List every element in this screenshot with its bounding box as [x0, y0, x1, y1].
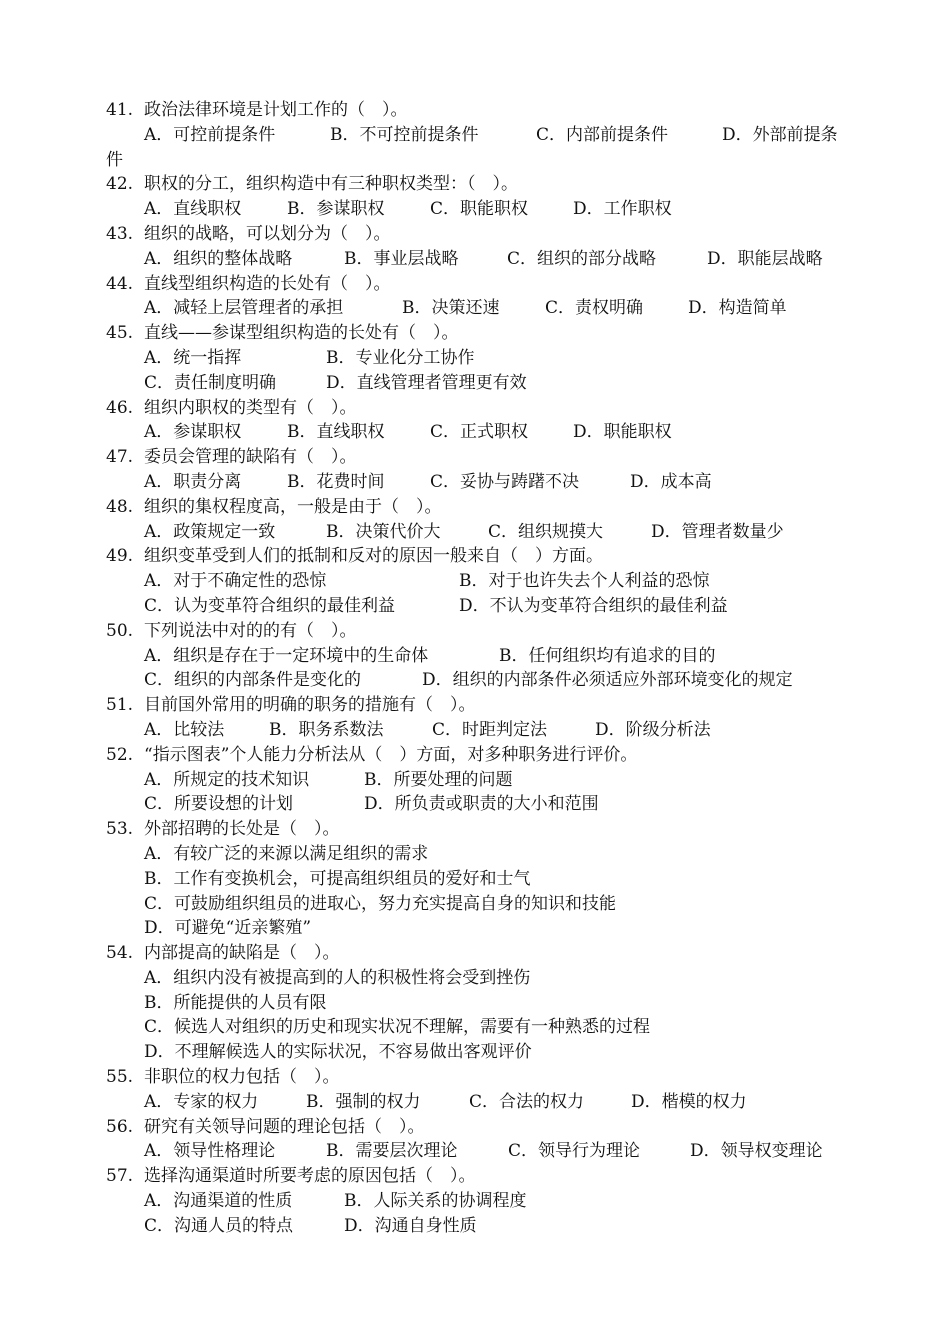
answer-option: B．所能提供的人员有限 — [144, 992, 327, 1013]
question-line — [106, 272, 866, 297]
question-text: 委员会管理的缺陷有（ ）。 — [144, 447, 357, 468]
question-text: 目前国外常用的明确的职务的措施有（ ）。 — [144, 695, 476, 716]
answer-option: A．可控前提条件 — [144, 124, 276, 145]
question-line — [106, 544, 866, 569]
question-line — [106, 172, 866, 197]
question-line — [106, 1164, 866, 1189]
answer-option: C．组织的内部条件是变化的 — [144, 670, 362, 691]
answer-option: B．不可控前提条件 — [330, 124, 479, 145]
answer-option: C．沟通人员的特点 — [144, 1215, 294, 1236]
question-line — [106, 941, 866, 966]
answer-option: B．所要处理的问题 — [364, 769, 513, 790]
question-text: 下列说法中对的的有（ ）。 — [144, 620, 357, 641]
answer-option: C．组织的部分战略 — [507, 248, 657, 269]
answer-option: D．楷模的权力 — [631, 1091, 747, 1112]
option-line — [106, 470, 866, 495]
question-number: 46. — [106, 397, 134, 418]
answer-option: C．认为变革符合组织的最佳利益 — [144, 595, 396, 616]
answer-option: B．决策代价大 — [326, 521, 441, 542]
question-text: 组织变革受到人们的抵制和反对的原因一般来自（ ）方面。 — [144, 546, 603, 567]
answer-option: C．正式职权 — [430, 422, 529, 443]
option-wrap-line: 件 — [106, 149, 123, 170]
question-line — [106, 396, 866, 421]
question-line — [106, 321, 866, 346]
answer-option: D．外部前提条 — [722, 124, 838, 145]
answer-option: D．直线管理者管理更有效 — [326, 372, 527, 393]
question-number: 43. — [106, 223, 134, 244]
answer-option: B．专业化分工协作 — [326, 347, 475, 368]
option-line — [106, 991, 866, 1016]
answer-option: A．领导性格理论 — [144, 1141, 276, 1162]
question-number: 42. — [106, 174, 134, 195]
answer-option: D．成本高 — [630, 471, 712, 492]
option-line — [106, 892, 866, 917]
answer-option: C．责权明确 — [545, 298, 644, 319]
answer-option: A．比较法 — [144, 719, 225, 740]
question-line — [106, 693, 866, 718]
option-line — [106, 1214, 866, 1239]
answer-option: B．强制的权力 — [306, 1091, 421, 1112]
answer-option: C．组织规摸大 — [488, 521, 604, 542]
question-line — [106, 1065, 866, 1090]
question-line — [106, 817, 866, 842]
question-number: 48. — [106, 496, 134, 517]
answer-option: B．参谋职权 — [287, 199, 385, 220]
question-text: “指示图表”个人能力分析法从（ ）方面，对多种职务进行评价。 — [144, 744, 638, 765]
question-text: 研究有关领导问题的理论包括（ ）。 — [144, 1116, 425, 1137]
option-line — [106, 718, 866, 743]
question-number: 55. — [106, 1067, 134, 1088]
option-line — [106, 346, 866, 371]
answer-option: C．妥协与踌躇不决 — [430, 471, 580, 492]
answer-option: A．直线职权 — [144, 199, 242, 220]
answer-option: C．内部前提条件 — [536, 124, 669, 145]
option-line — [106, 842, 866, 867]
question-number: 52. — [106, 744, 134, 765]
answer-option: A．专家的权力 — [144, 1091, 259, 1112]
answer-option: D．职能层战略 — [707, 248, 823, 269]
answer-option: D．可避免“近亲繁殖” — [144, 918, 312, 939]
option-line — [106, 420, 866, 445]
answer-option: D．工作职权 — [573, 199, 672, 220]
answer-option: C．责任制度明确 — [144, 372, 277, 393]
answer-option: B．对于也许失去个人利益的恐惊 — [459, 571, 710, 592]
question-text: 组织内职权的类型有（ ）。 — [144, 397, 357, 418]
answer-option: A．沟通渠道的性质 — [144, 1191, 293, 1212]
answer-option: B．花费时间 — [287, 471, 385, 492]
question-line — [106, 743, 866, 768]
question-line — [106, 1115, 866, 1140]
question-number: 54. — [106, 943, 134, 964]
question-number: 41. — [106, 100, 134, 120]
answer-option: B．直线职权 — [287, 422, 385, 443]
question-text: 外部招聘的长处是（ ）。 — [144, 819, 340, 840]
answer-option: C．合法的权力 — [469, 1091, 585, 1112]
answer-option: D．构造简单 — [688, 298, 787, 319]
question-number: 49. — [106, 546, 134, 567]
question-text: 政治法律环境是计划工作的（ ）。 — [144, 100, 408, 120]
answer-option: A．减轻上层管理者的承担 — [144, 298, 344, 319]
answer-option: A．政策规定一致 — [144, 521, 276, 542]
question-number: 56. — [106, 1116, 134, 1137]
answer-option: A．组织是存在于一定环境中的生命体 — [144, 645, 429, 666]
answer-option: B．决策还速 — [402, 298, 500, 319]
answer-option: A．所规定的技术知识 — [144, 769, 310, 790]
question-line — [106, 619, 866, 644]
answer-option: D．不理解候选人的实际状况，不容易做出客观评价 — [144, 1042, 532, 1063]
question-number: 45. — [106, 323, 134, 344]
option-line — [106, 1090, 866, 1115]
answer-option: D．沟通自身性质 — [344, 1215, 477, 1236]
answer-option: C．领导行为理论 — [508, 1141, 641, 1162]
question-number: 50. — [106, 620, 134, 641]
question-text: 选择沟通渠道时所要考虑的原因包括（ ）。 — [144, 1166, 476, 1187]
answer-option: B．人际关系的协调程度 — [344, 1191, 527, 1212]
question-text: 非职位的权力包括（ ）。 — [144, 1067, 340, 1088]
option-line — [106, 123, 866, 148]
question-number: 51. — [106, 695, 134, 716]
option-line — [106, 569, 866, 594]
answer-option: D．管理者数量少 — [651, 521, 784, 542]
option-line — [106, 371, 866, 396]
answer-option: B．工作有变换机会，可提高组织组员的爱好和士气 — [144, 868, 531, 889]
answer-option: B．职务系数法 — [269, 719, 384, 740]
question-text: 内部提高的缺陷是（ ）。 — [144, 943, 340, 964]
question-list — [106, 98, 866, 1239]
answer-option: A．职责分离 — [144, 471, 242, 492]
question-number: 57. — [106, 1166, 134, 1187]
question-text: 职权的分工，组织构造中有三种职权类型：（ ）。 — [144, 174, 518, 195]
answer-option: D．领导权变理论 — [690, 1141, 823, 1162]
option-line — [106, 1015, 866, 1040]
option-line — [106, 867, 866, 892]
answer-option: C．候选人对组织的历史和现实状况不理解，需要有一种熟悉的过程 — [144, 1017, 651, 1038]
question-line — [106, 445, 866, 470]
option-line — [106, 197, 866, 222]
question-number: 47. — [106, 447, 134, 468]
answer-option: B．任何组织均有追求的目的 — [499, 645, 716, 666]
answer-option: A．参谋职权 — [144, 422, 242, 443]
question-number: 44. — [106, 273, 134, 294]
option-line — [106, 792, 866, 817]
option-line — [106, 966, 866, 991]
answer-option: A．组织内没有被提高到的人的积极性将会受到挫伤 — [144, 967, 531, 988]
answer-option: D．所负责或职责的大小和范围 — [364, 794, 599, 815]
option-line — [106, 644, 866, 669]
question-number: 53. — [106, 819, 134, 840]
answer-option: D．阶级分析法 — [595, 719, 711, 740]
answer-option: D．不认为变革符合组织的最佳利益 — [459, 595, 728, 616]
option-line — [106, 296, 866, 321]
answer-option: C．所要设想的计划 — [144, 794, 294, 815]
question-line — [106, 495, 866, 520]
answer-option: C．时距判定法 — [432, 719, 548, 740]
option-line — [106, 1139, 866, 1164]
option-line — [106, 1189, 866, 1214]
option-line — [106, 916, 866, 941]
answer-option: C．可鼓励组织组员的进取心，努力充实提高自身的知识和技能 — [144, 893, 617, 914]
option-line — [106, 768, 866, 793]
answer-option: D．组织的内部条件必须适应外部环境变化的规定 — [422, 670, 793, 691]
option-line — [106, 594, 866, 619]
answer-option: C．职能职权 — [430, 199, 529, 220]
question-line — [106, 98, 866, 123]
question-text: 直线型组织构造的长处有（ ）。 — [144, 273, 391, 294]
answer-option: A．有较广泛的来源以满足组织的需求 — [144, 843, 429, 864]
option-line — [106, 1040, 866, 1065]
answer-option: D．职能职权 — [573, 422, 672, 443]
option-line — [106, 668, 866, 693]
answer-option: A．组织的整体战略 — [144, 248, 293, 269]
question-line — [106, 222, 866, 247]
answer-option: B．事业层战略 — [344, 248, 459, 269]
answer-option: B．需要层次理论 — [326, 1141, 458, 1162]
answer-option: A．统一指挥 — [144, 347, 242, 368]
question-text: 组织的战略，可以划分为（ ）。 — [144, 223, 391, 244]
option-line — [106, 247, 866, 272]
question-text: 组织的集权程度高，一般是由于（ ）。 — [144, 496, 442, 517]
question-text: 直线——参谋型组织构造的长处有（ ）。 — [144, 323, 459, 344]
answer-option: A．对于不确定性的恐惊 — [144, 571, 327, 592]
option-line — [106, 520, 866, 545]
